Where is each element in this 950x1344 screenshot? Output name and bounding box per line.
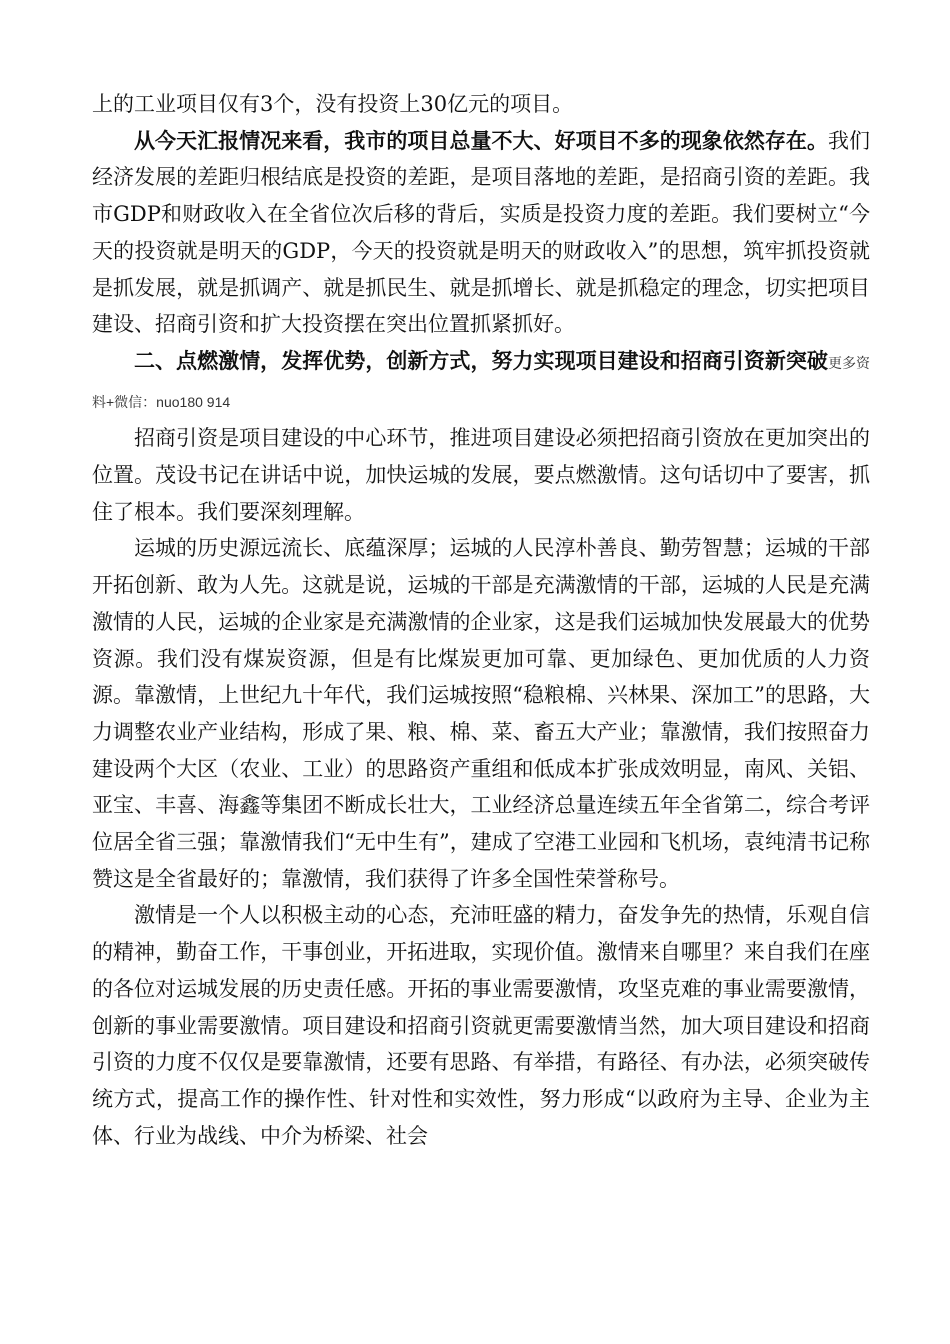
section-heading-text: 二、点燃激情，发挥优势，创新方式，努力实现项目建设和招商引资新突破 — [134, 348, 828, 373]
paragraph-body: 我们经济发展的差距归根结底是投资的差距，是项目落地的差距，是招商引资的差距。我市GDP和财政收入在全省位次后移的背后，实质是投资力度的差距。我们要树立“今天的投资就是明天的GDP，今天的投资就是明天的财政收入”的思想，筑牢抓投资就是抓发展，就是抓调产、就是抓民生、就是抓增长、就是抓稳定的理念，切实把项目建设、招商引资和扩大投资摆在突出位置抓紧抓好。 — [92, 128, 870, 337]
paragraph-passion: 激情是一个人以积极主动的心态，充沛旺盛的精力，奋发争先的热情，乐观自信的精神，勤奋工作，干事创业，开拓进取，实现价值。激情来自哪里？来自我们在座的各位对运城发展的历史责任感。开拓的事业需要激情，攻坚克难的事业需要激情，创新的事业需要激情。项目建设和招商引资就更需要激情当然，加大项目建设和招商引资的力度不仅仅是要靠激情，还要有思路、有举措，有路径、有办法，必须突破传统方式，提高工作的操作性、针对性和实效性，努力形成“以政府为主导、企业为主体、行业为战线、中介为桥梁、社会 — [92, 903, 870, 1148]
section-heading — [92, 343, 870, 420]
contact-note: 更多资料+微信：nuo180 914 — [92, 354, 871, 410]
paragraph-yuncheng-advantages: 运城的历史源远流长、底蕴深厚；运城的人民淳朴善良、勤劳智慧；运城的干部开拓创新、敢为人先。这就是说，运城的干部是充满激情的干部，运城的人民是充满激情的人民，运城的企业家是充满激情的企业家，这是我们运城加快发展最大的优势资源。我们没有煤炭资源，但是有比煤炭更加可靠、更加绿色、更加优质的人力资源。靠激情，上世纪九十年代，我们运城按照“稳粮棉、兴林果、深加工”的思路，大力调整农业产业结构，形成了果、粮、棉、菜、畜五大产业；靠激情，我们按照奋力建设两个大区（农业、工业）的思路资产重组和低成本扩张成效明显，南风、关铝、亚宝、丰喜、海鑫等集团不断成长壮大，工业经济总量连续五年全省第二，综合考评位居全省三强；靠激情我们“无中生有”，建成了空港工业园和飞机场，袁纯清书记称赞这是全省最好的；靠激情，我们获得了许多全国性荣誉称号。 — [92, 536, 870, 891]
document-page — [92, 86, 870, 1154]
bold-lead-sentence: 从今天汇报情况来看，我市的项目总量不大、好项目不多的现象依然存在。 — [134, 128, 828, 153]
paragraph-investment-gap — [92, 123, 870, 343]
paragraph-continuation: 上的工业项目仅有3个，没有投资上30亿元的项目。 — [92, 92, 574, 116]
paragraph-attract-investment: 招商引资是项目建设的中心环节，推进项目建设必须把招商引资放在更加突出的位置。茂设书记在讲话中说，加快运城的发展，要点燃激情。这句话切中了要害，抓住了根本。我们要深刻理解。 — [92, 426, 870, 524]
